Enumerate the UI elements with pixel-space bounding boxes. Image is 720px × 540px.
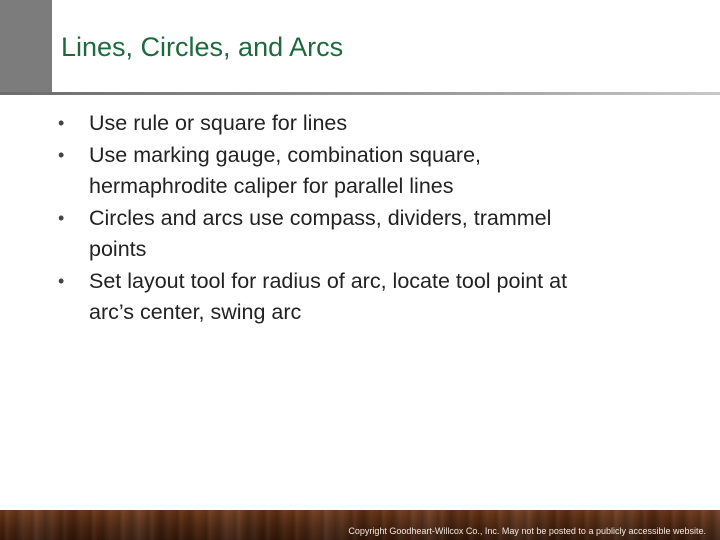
bullet-marker: • bbox=[58, 113, 65, 133]
bullet-item bbox=[58, 203, 698, 266]
bullet-item bbox=[58, 108, 698, 140]
bullet-text-line: Circles and arcs use compass, dividers, trammel bbox=[89, 205, 552, 230]
bullet-item bbox=[58, 140, 698, 203]
copyright-notice: Copyright Goodheart-Willcox Co., Inc. May not be posted to a publicly accessible website. bbox=[348, 526, 706, 536]
bullet-text-line: Use marking gauge, combination square, bbox=[89, 142, 481, 167]
title-band bbox=[0, 0, 720, 94]
slide-title: Lines, Circles, and Arcs bbox=[61, 32, 344, 62]
bullet-marker: • bbox=[58, 144, 65, 165]
wood-footer-bar bbox=[0, 510, 720, 540]
bullet-marker: • bbox=[58, 207, 65, 228]
bullet-list bbox=[58, 108, 698, 329]
bullet-text-line: points bbox=[89, 237, 147, 261]
bullet-text-line: Set layout tool for radius of arc, locate tool point at bbox=[89, 268, 568, 293]
bullet-text-line: arc’s center, swing arc bbox=[89, 300, 302, 324]
title-divider bbox=[0, 92, 720, 95]
bullet-marker: • bbox=[58, 270, 65, 291]
bullet-text-line: hermaphrodite caliper for parallel lines bbox=[89, 174, 454, 198]
bullet-text-line: Use rule or square for lines bbox=[89, 111, 348, 135]
title-accent-stripe bbox=[0, 0, 52, 94]
bullet-item bbox=[58, 266, 698, 329]
